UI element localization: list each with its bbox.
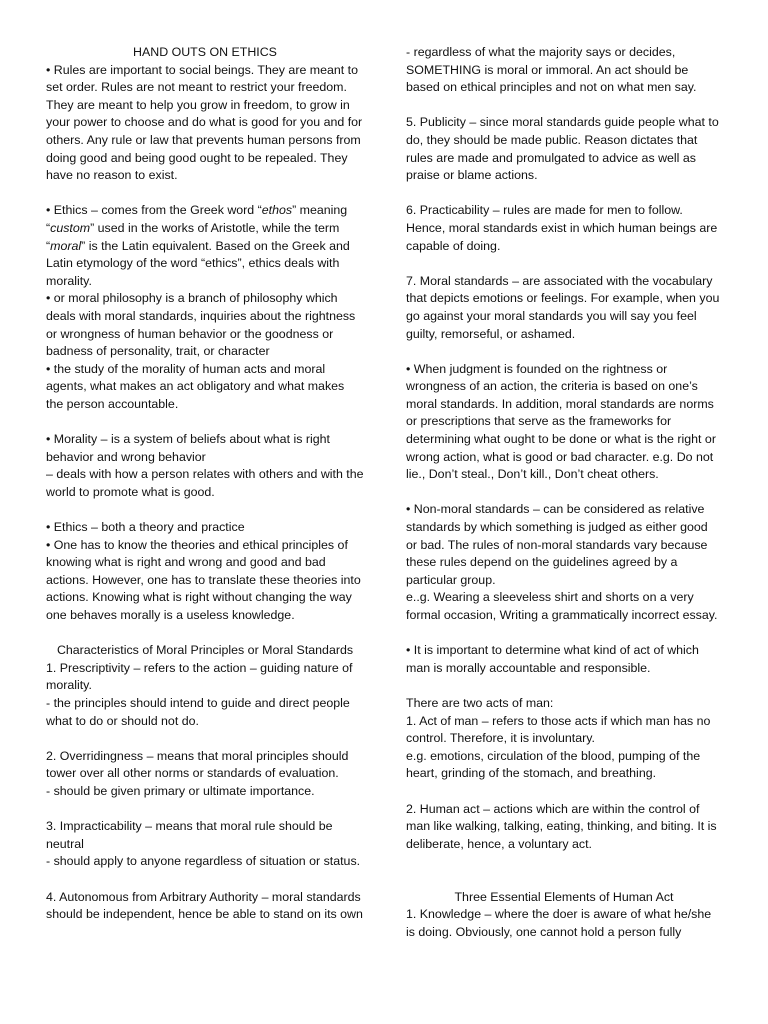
continuation-text: SOMETHING is moral or immoral. An act should be based on ethical principles and not on what men say.: [406, 62, 697, 95]
impracticability-item: [46, 818, 364, 853]
practicability-item: [406, 202, 722, 255]
ethos-word: ethos: [261, 203, 293, 218]
morality-paragraph: • Morality – is a system of beliefs about what is right behavior and wrong behavior: [46, 432, 330, 464]
characteristics-heading: Characteristics of Moral Principles or Moral Standards: [56, 643, 354, 658]
moral-standards-term: 7. Moral standards: [406, 273, 509, 288]
morality-text: – is a system of beliefs about what is right behavior and wrong behavior: [46, 432, 330, 464]
ethics-term: Ethics: [53, 203, 88, 218]
left-column: [46, 44, 364, 924]
autonomous-item: [46, 889, 364, 924]
act-of-man-term: 1. Act of man: [406, 713, 479, 728]
act-of-man-item: [406, 713, 722, 748]
autonomous-text: – moral standards should be independent, hence be able to stand on its own: [46, 889, 363, 922]
non-moral-example: e..g. Wearing a sleeveless shirt and shorts on a very formal occasion, Writing a grammatically incorrect essay.: [406, 590, 718, 622]
rules-term: Rules: [53, 62, 86, 77]
overridingness-text: – means that moral principles should tower over all other norms or standards of evaluation.: [46, 748, 349, 781]
ethics-text-d: ” is the Latin equivalent. Based on the Greek and Latin etymology of the word “ethics”, ethics deals with morality.: [46, 238, 350, 288]
publicity-term: 5. Publicity: [406, 115, 466, 130]
prescriptivity-item: [46, 660, 364, 695]
important-bullet: • It is important to determine what kind of act of which man is morally accountable and responsible.: [406, 643, 699, 675]
morality-term: Morality: [53, 432, 98, 447]
non-moral-term: Non-moral standards: [413, 502, 530, 517]
knowledge-term: 1. Knowledge: [406, 907, 482, 922]
prescriptivity-sub: - the principles should intend to guide and direct people what to do or should not do.: [46, 695, 350, 728]
overridingness-term: 2. Overridingness: [46, 748, 144, 763]
overridingness-item: [46, 748, 364, 783]
knowledge-text: – where the doer is aware of what he/she is doing. Obviously, one cannot hold a person fully: [406, 907, 712, 939]
ethics2-term: Ethics: [53, 520, 88, 535]
impracticability-sub: - should apply to anyone regardless of situation or status.: [46, 854, 361, 869]
prescriptivity-text: – refers to the action – guiding nature of morality.: [46, 660, 353, 693]
human-act-text: – actions which are within the control of man like walking, talking, eating, thinking, and biting. It is deliberate, hence, a voluntary act.: [406, 801, 717, 851]
ethics-text-a: – comes from the Greek word “: [90, 203, 262, 218]
continuation-line: - regardless of what the majority says or decides,: [406, 45, 676, 59]
act-of-man-text: – refers to those acts if which man has no control. Therefore, it is involuntary.: [406, 713, 711, 746]
overridingness-sub: - should be given primary or ultimate importance.: [46, 783, 315, 798]
non-moral-paragraph: • Non-moral standards – can be considered as relative standards by which something is judged as either good or bad. The rules of non-moral standards vary because these rules depend on the guidelines agreed by a particular group.: [406, 502, 708, 587]
ethics2-text: – both a theory and practice: [90, 520, 245, 535]
three-elements-heading: Three Essential Elements of Human Act: [454, 889, 674, 904]
human-act-item: [406, 801, 722, 854]
practicability-term: 6. Practicability: [406, 203, 490, 218]
act-of-man-example: e.g. emotions, circulation of the blood, pumping of the heart, grinding of the stomach, and breathing.: [406, 748, 701, 781]
ethics-text-c: ” used in the works of Aristotle, while the term “: [46, 220, 340, 253]
page-title: HAND OUTS ON ETHICS: [133, 45, 277, 59]
study-bullet: • the study of the morality of human acts and moral agents, what makes an act obligatory and what makes the person accountable.: [46, 361, 345, 411]
publicity-text: – since moral standards guide people what to do, they should be made public. Reason dictates that rules are made and promulgated to advice as well as praise or blame actions.: [406, 115, 719, 183]
human-act-term: 2. Human act: [406, 801, 480, 816]
rules-text: are important to social beings. They are meant to set order. Rules are not meant to restrict your freedom. They are meant to help you grow in freedom, to grow in your power to choose and do what is good for you and for others. Any rule or law that prevents human persons from doing good and being good ought to be repealed. They have no reason to exist.: [46, 62, 363, 183]
publicity-item: [406, 114, 722, 184]
practicability-text: – rules are made for men to follow. Hence, moral standards exist in which human beings are capable of doing.: [406, 203, 718, 253]
two-acts-heading: There are two acts of man:: [406, 695, 554, 710]
ethics-paragraph: • Ethics – comes from the Greek word “ethos” meaning “custom” used in the works of Aristotle, while the term “moral” is the Latin equivalent. Based on the Greek and Latin etymology of the word “ethics”, ethics deals with morality.: [46, 203, 350, 288]
moral-standards-text: – are associated with the vocabulary that depicts emotions or feelings. For example, when you go against your moral standards you will say you feel guilty, remorseful, or ashamed.: [406, 273, 720, 341]
knowledge-item: [406, 906, 722, 941]
moral-word: moral: [50, 238, 82, 253]
impracticability-text: – means that moral rule should be neutral: [46, 819, 333, 851]
moral-standards-item: [406, 273, 722, 343]
right-column: [406, 44, 722, 941]
ethics-text-b: ” meaning “: [46, 203, 348, 235]
moral-philosophy-bullet: • or moral philosophy is a branch of philosophy which deals with moral standards, inquiries about the rightness or wrongness of human behavior or the goodness or badness of personality, trait, or character: [46, 291, 356, 359]
ethics2-paragraph: • Ethics – both a theory and practice: [46, 520, 245, 535]
custom-word: custom: [50, 220, 91, 235]
impracticability-term: 3. Impracticability: [46, 819, 142, 834]
morality-deals: – deals with how a person relates with others and with the world to promote what is good.: [46, 467, 364, 499]
judgment-bullet: • When judgment is founded on the rightness or wrongness of an action, the criteria is based on one’s moral standards. In addition, moral standards are norms or prescriptions that serve as the frameworks for determining what ought to be done or what is the right or wrong action, what is good or bad character. e.g. Do not lie., Don’t steal., Don’t kill., Don’t cheat others.: [406, 361, 716, 482]
autonomous-term: 4. Autonomous from Arbitrary Authority: [46, 889, 259, 904]
prescriptivity-term: 1. Prescriptivity: [46, 660, 130, 675]
non-moral-text: – can be considered as relative standards by which something is judged as either good or bad. The rules of non-moral standards vary because these rules depend on the guidelines agreed by a particular group.: [406, 502, 708, 587]
ethics2-body: • One has to know the theories and ethical principles of knowing what is right and wrong and good and bad actions. However, one has to translate these theories into actions. Knowing what is right without changing the way one behaves morally is a useless knowledge.: [46, 537, 361, 622]
rules-paragraph: • Rules are important to social beings. They are meant to set order. Rules are not meant to restrict your freedom. They are meant to help you grow in freedom, to grow in your power to choose and do what is good for you and for others. Any rule or law that prevents human persons from doing good and being good ought to be repealed. They have no reason to exist.: [46, 62, 363, 183]
